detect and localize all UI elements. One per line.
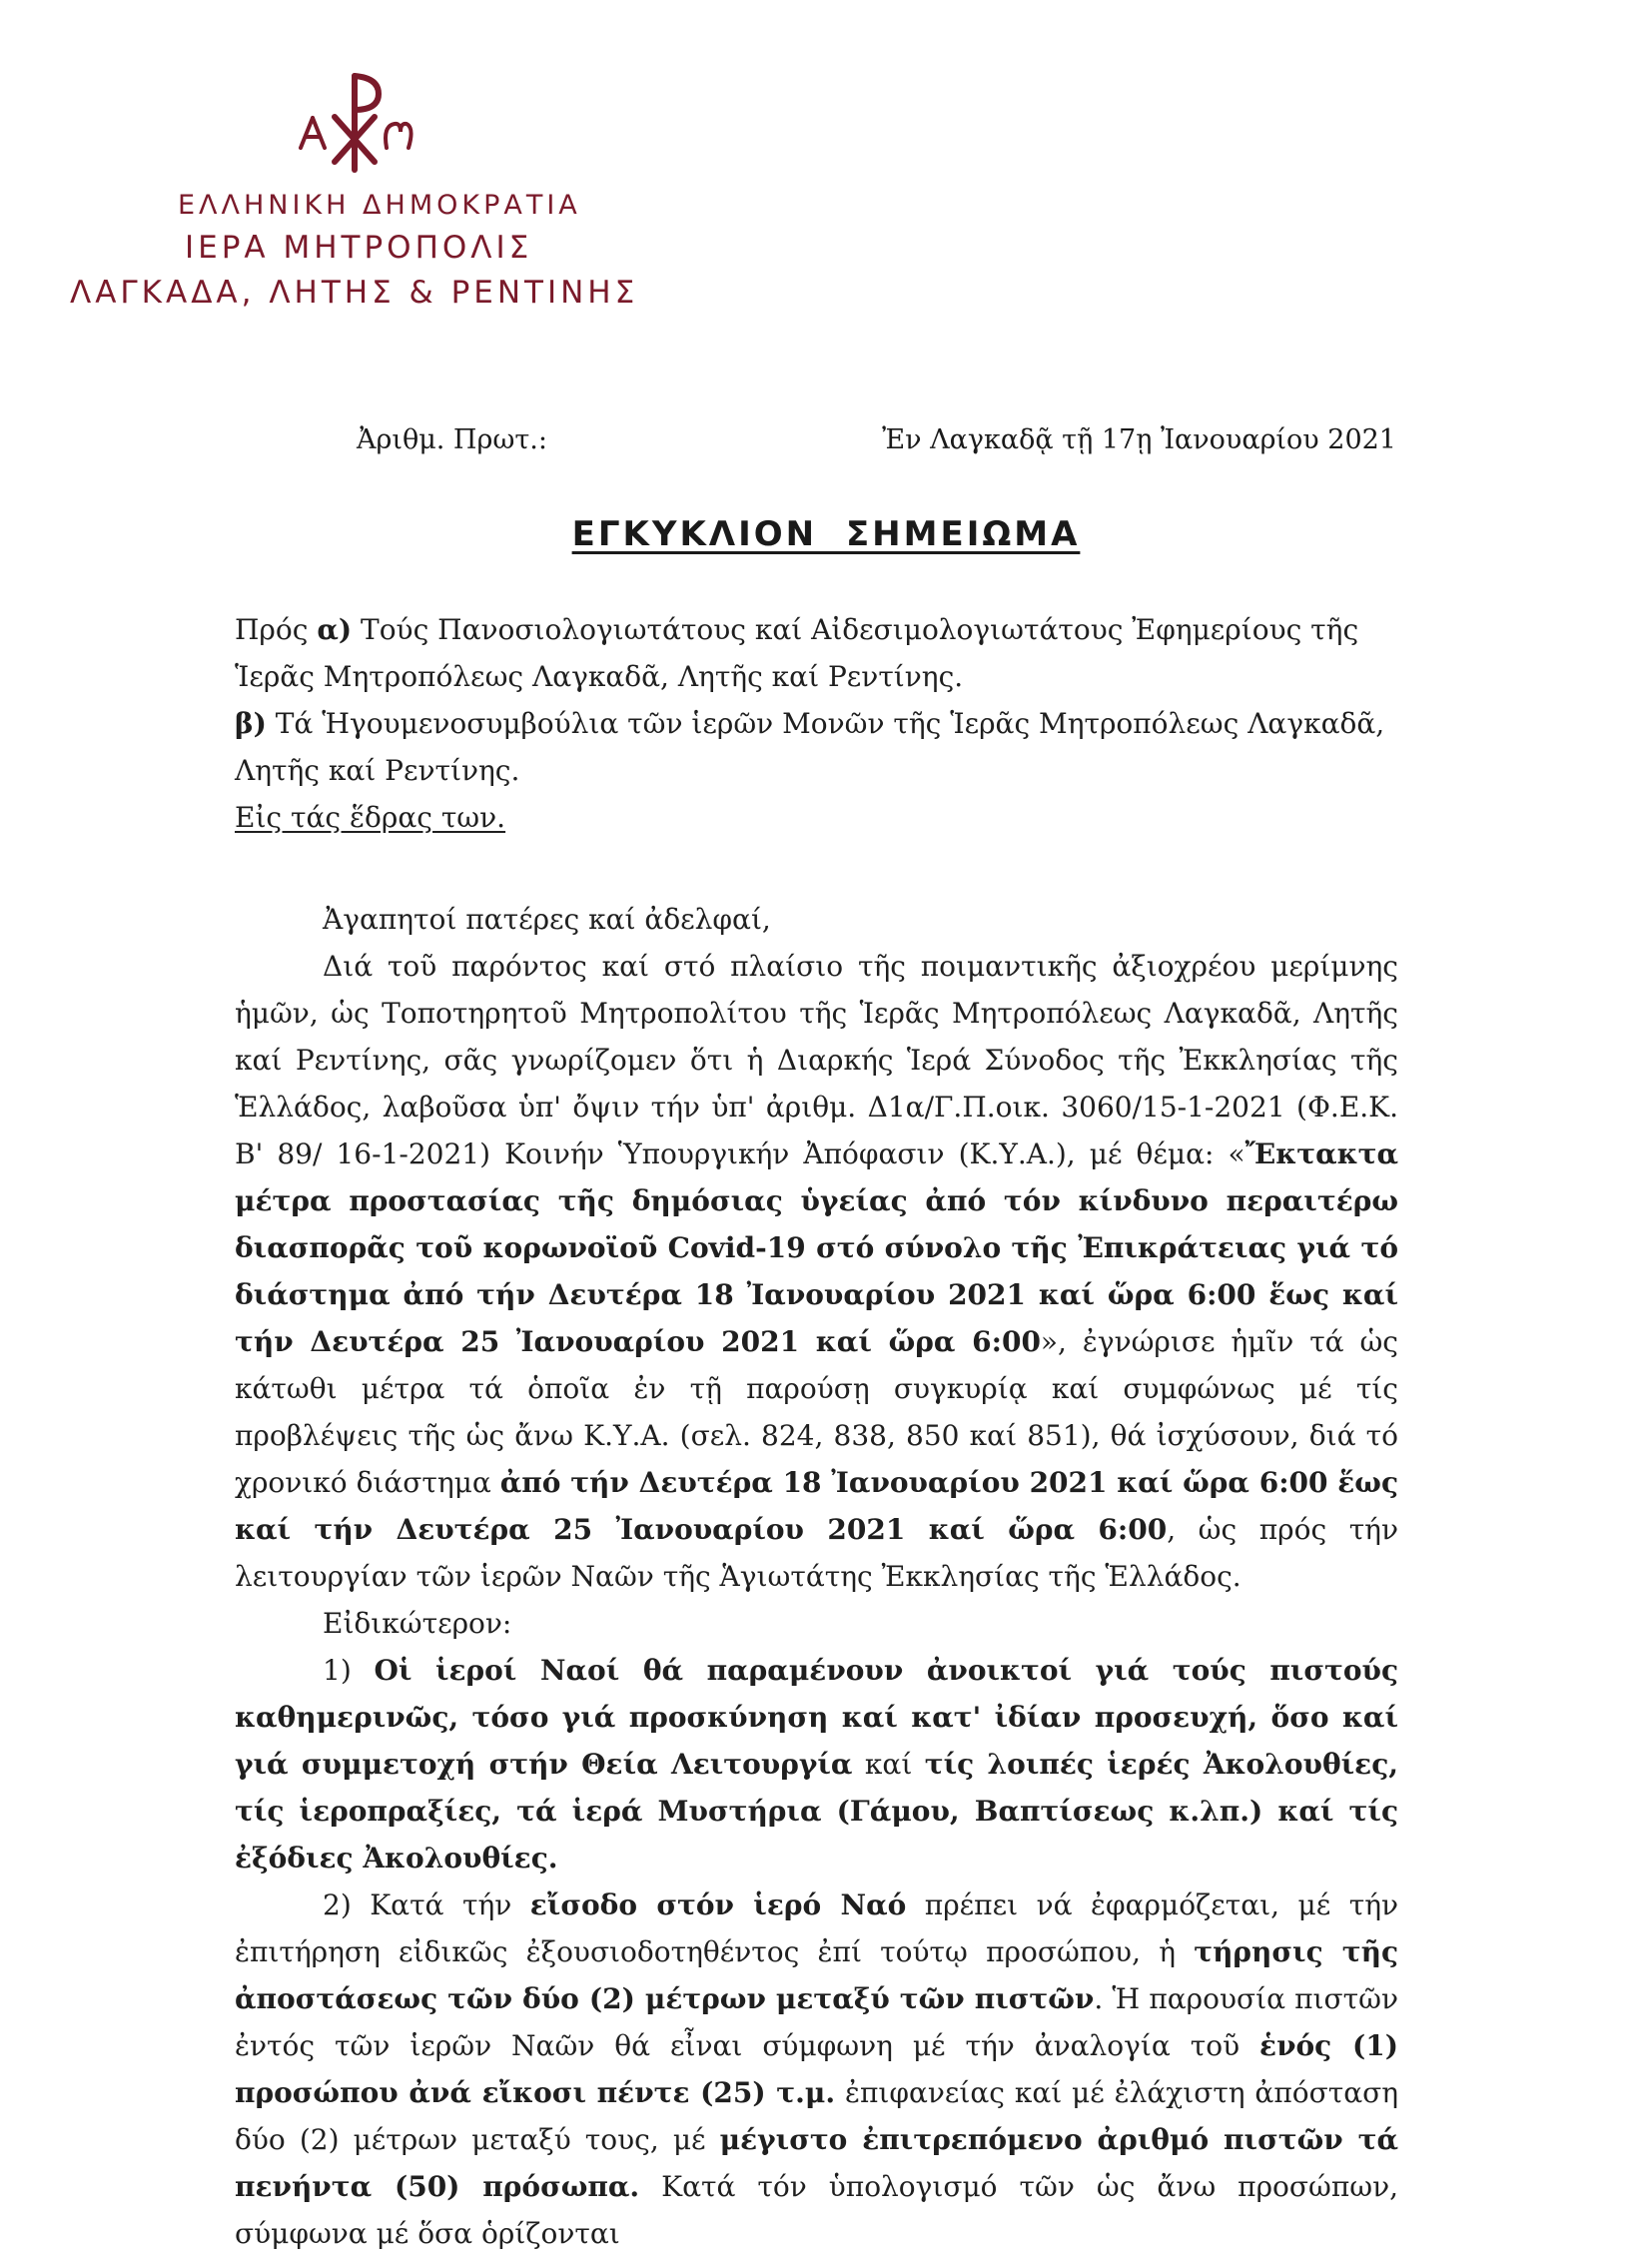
recipient-seat: Εἰς τάς ἕδρας των.: [235, 801, 506, 834]
measure-item-2: 2) Κατά τήν εἴσοδο στόν ἱερό Ναό πρέπει νά ἐφαρμόζεται, μέ τήν ἐπιτήρηση εἰδικῶς ἐξουσιοδοτηθέντος ἐπί τούτῳ προσώπου, ἡ τήρησις τῆς ἀποστάσεως τῶν δύο (2) μέτρων μεταξύ τῶν πιστῶν. Ἡ παρουσία πιστῶν ἐντός τῶν ἱερῶν Ναῶν θά εἶναι σύμφωνη μέ τήν ἀναλογία τοῦ ἑνός (1) προσώπου ἀνά εἴκοσι πέντε (25) τ.μ. ἐπιφανείας καί μέ ἐλάχιστη ἀπόσταση δύο (2) μέτρων μεταξύ τους, μέ μέγιστο ἐπιτρεπόμενο ἀριθμό πιστῶν τά πενήντα (50) πρόσωπα. Κατά τόν ὑπολογισμό τῶν ὡς ἄνω προσώπων, σύμφωνα μέ ὅσα ὁρίζονται: [235, 1888, 1398, 2250]
letter-body: [235, 896, 1398, 2257]
paragraph-intro: Διά τοῦ παρόντος καί στό πλαίσιο τῆς ποιμαντικῆς ἀξιοχρέου μερίμνης ἡμῶν, ὡς Τοποτηρητοῦ Μητροπολίτου τῆς Ἱερᾶς Μητροπόλεως Λαγκαδᾶ, Λητῆς καί Ρεντίνης, σᾶς γνωρίζομεν ὅτι ἡ Διαρκής Ἱερά Σύνοδος τῆς Ἐκκλησίας τῆς Ἑλλάδος, λαβοῦσα ὑπ' ὄψιν τήν ὑπ' ἀριθμ. Δ1α/Γ.Π.οικ. 3060/15-1-2021 (Φ.Ε.Κ. Β' 89/ 16-1-2021) Κοινήν Ὑπουργικήν Ἀπόφασιν (Κ.Υ.Α.), μέ θέμα: «Ἔκτακτα μέτρα προστασίας τῆς δημόσιας ὑγείας ἀπό τόν κίνδυνο περαιτέρω διασπορᾶς τοῦ κορωνοϊοῦ Covid-19 στό σύνολο τῆς Ἐπικράτειας γιά τό διάστημα ἀπό τήν Δευτέρα 18 Ἰανουαρίου 2021 καί ὥρα 6:00 ἕως καί τήν Δευτέρα 25 Ἰανουαρίου 2021 καί ὥρα 6:00», ἐγνώρισε ἡμῖν τά ὡς κάτωθι μέτρα τά ὁποῖα ἐν τῇ παρούσῃ συγκυρίᾳ καί συμφώνως μέ τίς προβλέψεις τῆς ὡς ἄνω Κ.Υ.Α. (σελ. 824, 838, 850 καί 851), θά ἰσχύσουν, διά τό χρονικό διάστημα ἀπό τήν Δευτέρα 18 Ἰανουαρίου 2021 καί ὥρα 6:00 ἕως καί τήν Δευτέρα 25 Ἰανουαρίου 2021 καί ὥρα 6:00, ὡς πρός τήν λειτουργίαν τῶν ἱερῶν Ναῶν τῆς Ἁγιωτάτης Ἐκκλησίας τῆς Ἑλλάδος.: [235, 950, 1399, 1593]
recipients-block: [235, 606, 1398, 841]
greeting: Ἀγαπητοί πατέρες καί ἀδελφαί,: [323, 903, 771, 936]
letterhead-state: ΕΛΛΗΝΙΚΗ ΔΗΜΟΚΡΑΤΙΑ: [178, 190, 581, 221]
recipient-b: β) Τά Ἡγουμενοσυμβούλια τῶν ἱερῶν Μονῶν τῆς Ἱερᾶς Μητροπόλεως Λαγκαδᾶ, Λητῆς καί Ρεντίνης.: [235, 707, 1385, 787]
letterhead-region: ΛΑΓΚΑΔΑ, ΛΗΤΗΣ & ΡΕΝΤΙΝΗΣ: [70, 275, 639, 311]
letterhead-metropolis: ΙΕΡΑ ΜΗΤΡΟΠΟΛΙΣ: [185, 230, 533, 266]
measure-item-1: 1) Οἱ ἱεροί Ναοί θά παραμένουν ἀνοικτοί γιά τούς πιστούς καθημερινῶς, τόσο γιά προσκύνηση καί κατ' ἰδίαν προσευχή, ὅσο καί γιά συμμετοχή στήν Θεία Λειτουργία καί τίς λοιπές ἱερές Ἀκολουθίες, τίς ἱεροπραξίες, τά ἱερά Μυστήρια (Γάμου, Βαπτίσεως κ.λπ.) καί τίς ἐξόδιες Ἀκολουθίες.: [235, 1654, 1399, 1875]
document-date: Ἐν Λαγκαδᾷ τῇ 17ῃ Ἰανουαρίου 2021: [882, 424, 1396, 455]
recipient-a: Πρός α) Τούς Πανοσιολογιωτάτους καί Αἰδεσιμολογιωτάτους Ἐφημερίους τῆς Ἱερᾶς Μητροπόλεως Λαγκαδᾶ, Λητῆς καί Ρεντίνης.: [235, 613, 1359, 693]
protocol-number: Ἀριθμ. Πρωτ.:: [357, 424, 547, 455]
document-title: ΕΓΚΥΚΛΙΟΝ ΣΗΜΕΙΩΜΑ: [571, 514, 1081, 554]
chi-rho-alpha-omega-icon: [295, 62, 414, 182]
specifically-label: Εἰδικώτερον:: [323, 1607, 512, 1640]
